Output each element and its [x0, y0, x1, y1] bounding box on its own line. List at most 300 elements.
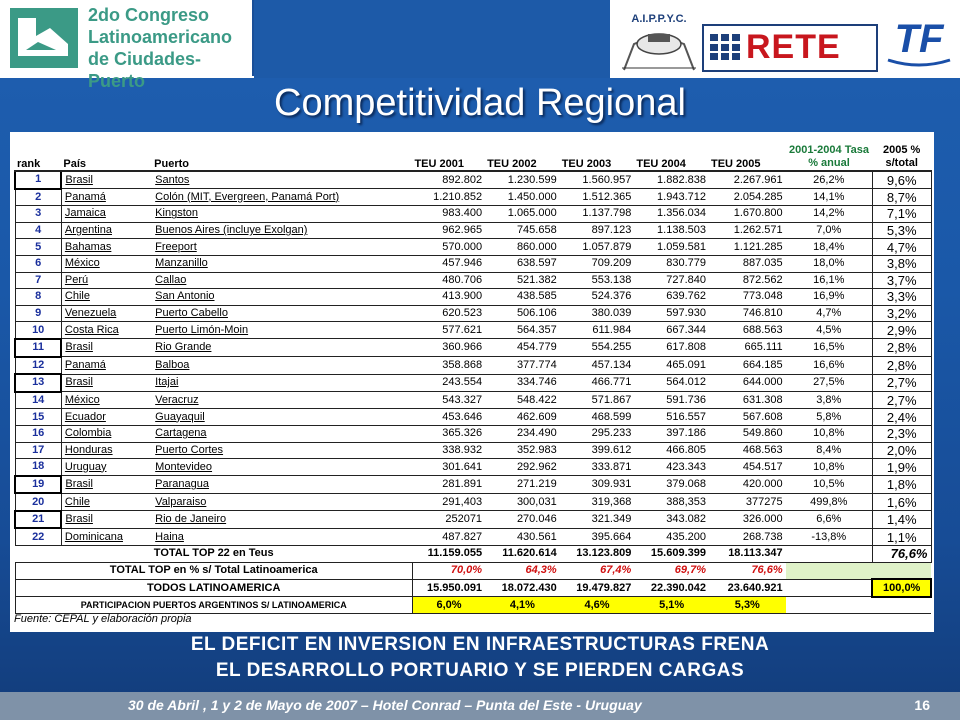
table-row [15, 459, 931, 476]
table-cell: 5,1% [634, 597, 709, 614]
table-cell: 16,5% [786, 339, 873, 357]
table-cell: 438.585 [485, 289, 560, 306]
page-number: 16 [914, 697, 930, 713]
table-row [15, 442, 931, 459]
table-cell: 8,4% [786, 442, 873, 459]
table-cell: 4,1% [485, 597, 560, 614]
table-cell: 597.930 [634, 305, 709, 322]
rank-cell: 21 [15, 511, 61, 529]
table-cell: 76,6% [709, 562, 786, 579]
table-row [15, 289, 931, 306]
table-cell: 19.479.827 [560, 579, 635, 597]
table-cell: Uruguay [61, 459, 152, 476]
table-row [15, 189, 931, 206]
table-cell: 14,2% [786, 206, 873, 223]
table-cell: 3,8% [786, 392, 873, 409]
table-cell: 70,0% [412, 562, 485, 579]
table-cell: 571.867 [560, 392, 635, 409]
table-cell: Ecuador [61, 409, 152, 426]
table-cell: 983.400 [412, 206, 485, 223]
table-cell: 1,8% [872, 476, 931, 494]
table-cell [786, 546, 873, 563]
table-cell: 1.210.852 [412, 189, 485, 206]
table-cell: 466.771 [560, 374, 635, 392]
rank-cell: 8 [15, 289, 61, 306]
table-cell: 377275 [709, 493, 786, 511]
arg-participation-row [15, 597, 931, 614]
table-cell: San Antonio [152, 289, 412, 306]
table-cell: 962.965 [412, 222, 485, 239]
table-cell: 688.563 [709, 322, 786, 339]
table-cell: 295.233 [560, 425, 635, 442]
table-row [15, 425, 931, 442]
table-cell: 11.620.614 [485, 546, 560, 563]
ports-table [14, 136, 932, 614]
table-cell: 69,7% [634, 562, 709, 579]
rank-cell: 14 [15, 392, 61, 409]
rank-cell: 10 [15, 322, 61, 339]
table-cell: 270.046 [485, 511, 560, 529]
table-cell: 27,5% [786, 374, 873, 392]
table-cell: 18,0% [786, 255, 873, 272]
arg-participation-label: PARTICIPACION PUERTOS ARGENTINOS S/ LATINOAMERICA [15, 597, 412, 614]
table-cell: 5,8% [786, 409, 873, 426]
footer-text: 30 de Abril , 1 y 2 de Mayo de 2007 – Hotel Conrad – Punta del Este - Uruguay [128, 697, 642, 713]
table-cell: Valparaiso [152, 493, 412, 511]
table-cell: 300,031 [485, 493, 560, 511]
table-cell: 746.810 [709, 305, 786, 322]
table-cell: 4,7% [872, 239, 931, 256]
table-cell: 892.802 [412, 171, 485, 189]
col-rank: rank [15, 136, 61, 171]
rank-cell: 5 [15, 239, 61, 256]
table-cell: Rio de Janeiro [152, 511, 412, 529]
table-row [15, 374, 931, 392]
rank-cell: 3 [15, 206, 61, 223]
rank-cell: 12 [15, 357, 61, 375]
table-cell: 1.065.000 [485, 206, 560, 223]
table-cell: 319,368 [560, 493, 635, 511]
table-row [15, 339, 931, 357]
rete-logo [702, 24, 878, 72]
table-cell: 2,7% [872, 374, 931, 392]
table-cell: 454.779 [485, 339, 560, 357]
table-cell: 611.984 [560, 322, 635, 339]
table-cell: 577.621 [412, 322, 485, 339]
table-cell: 10,8% [786, 459, 873, 476]
table-cell: 321.349 [560, 511, 635, 529]
table-row [15, 206, 931, 223]
table-cell: 380.039 [560, 305, 635, 322]
table-cell: Guayaquil [152, 409, 412, 426]
congreso-line-1: 2do Congreso [88, 5, 210, 25]
table-cell: 617.808 [634, 339, 709, 357]
table-cell: 1.450.000 [485, 189, 560, 206]
table-cell: 14,1% [786, 189, 873, 206]
table-cell: 377.774 [485, 357, 560, 375]
table-cell: 9,6% [872, 171, 931, 189]
table-cell: 15.950.091 [412, 579, 485, 597]
table-cell: 1.262.571 [709, 222, 786, 239]
table-cell: 1.512.365 [560, 189, 635, 206]
table-cell: 76,6% [872, 546, 931, 563]
table-cell: 1.560.957 [560, 171, 635, 189]
headline-line-2: EL DESARROLLO PORTUARIO Y SE PIERDEN CARGAS [215, 660, 745, 681]
table-row [15, 322, 931, 339]
table-cell: Puerto Cortes [152, 442, 412, 459]
header-bar [0, 0, 960, 91]
congreso-title [88, 4, 248, 92]
table-cell: 435.200 [634, 528, 709, 545]
rank-cell: 15 [15, 409, 61, 426]
rank-cell: 7 [15, 272, 61, 289]
table-cell: 420.000 [709, 476, 786, 494]
table-cell: México [61, 255, 152, 272]
table-cell: 638.597 [485, 255, 560, 272]
table-cell: 548.422 [485, 392, 560, 409]
table-cell: 2.054.285 [709, 189, 786, 206]
table-row [15, 357, 931, 375]
table-cell: 524.376 [560, 289, 635, 306]
rank-cell: 1 [15, 171, 61, 189]
table-header-row [15, 136, 931, 171]
table-cell: Honduras [61, 442, 152, 459]
table-cell: Brasil [61, 339, 152, 357]
table-cell: Paranagua [152, 476, 412, 494]
table-cell: Costa Rica [61, 322, 152, 339]
table-cell: 292.962 [485, 459, 560, 476]
table-cell: 897.123 [560, 222, 635, 239]
col-teu-2003: TEU 2003 [560, 136, 635, 171]
total-top22-label: TOTAL TOP 22 en Teus [15, 546, 412, 563]
col-teu-2001: TEU 2001 [412, 136, 485, 171]
table-cell: -13,8% [786, 528, 873, 545]
table-cell: 521.382 [485, 272, 560, 289]
total-latam-label: TODOS LATINOAMERICA [15, 579, 412, 597]
rank-cell: 20 [15, 493, 61, 511]
table-cell: 423.343 [634, 459, 709, 476]
table-cell: Buenos Aires (incluye Exolgan) [152, 222, 412, 239]
table-cell: 745.658 [485, 222, 560, 239]
table-cell: 281.891 [412, 476, 485, 494]
table-cell: 499,8% [786, 493, 873, 511]
table-cell: 16,6% [786, 357, 873, 375]
table-cell: 271.219 [485, 476, 560, 494]
table-cell: 457.946 [412, 255, 485, 272]
table-cell: Colón (MIT, Evergreen, Panamá Port) [152, 189, 412, 206]
table-cell [786, 597, 873, 614]
table-cell: 388,353 [634, 493, 709, 511]
table-cell [786, 562, 873, 579]
table-cell: 1.121.285 [709, 239, 786, 256]
table-cell: 516.557 [634, 409, 709, 426]
table-cell: 18.113.347 [709, 546, 786, 563]
table-cell: 358.868 [412, 357, 485, 375]
table-cell: 301.641 [412, 459, 485, 476]
table-cell: 413.900 [412, 289, 485, 306]
table-cell: 5,3% [872, 222, 931, 239]
table-row [15, 392, 931, 409]
rank-cell: 17 [15, 442, 61, 459]
aippyc-logo-icon [618, 4, 700, 74]
table-cell: 22.390.042 [634, 579, 709, 597]
table-cell: Puerto Limón-Moin [152, 322, 412, 339]
table-cell: 1.943.712 [634, 189, 709, 206]
table-cell: 7,0% [786, 222, 873, 239]
table-cell: 100,0% [872, 579, 931, 597]
rank-cell: 18 [15, 459, 61, 476]
table-cell: 2,8% [872, 339, 931, 357]
headline-message [0, 632, 960, 684]
table-cell: Brasil [61, 171, 152, 189]
table-cell: 2,9% [872, 322, 931, 339]
table-cell: 10,5% [786, 476, 873, 494]
table-cell: 338.932 [412, 442, 485, 459]
table-cell: 468.563 [709, 442, 786, 459]
table-cell: 4,7% [786, 305, 873, 322]
table-cell: Santos [152, 171, 412, 189]
tf-text: TF [894, 17, 944, 61]
rank-cell: 11 [15, 339, 61, 357]
rete-grid-icon [710, 34, 740, 60]
table-cell: Panamá [61, 357, 152, 375]
table-cell: 665.111 [709, 339, 786, 357]
table-cell: 3,2% [872, 305, 931, 322]
congreso-mark-icon [8, 6, 80, 70]
table-cell: 8,7% [872, 189, 931, 206]
table-cell: 564.012 [634, 374, 709, 392]
table-cell: 1.057.879 [560, 239, 635, 256]
table-cell: 13.123.809 [560, 546, 635, 563]
table-cell: 243.554 [412, 374, 485, 392]
table-cell: 5,3% [709, 597, 786, 614]
table-cell: 16,1% [786, 272, 873, 289]
table-cell: 620.523 [412, 305, 485, 322]
table-cell: 465.091 [634, 357, 709, 375]
rete-word: RETE [746, 28, 841, 66]
col-teu-2004: TEU 2004 [634, 136, 709, 171]
rank-cell: 16 [15, 425, 61, 442]
total-latam-row [15, 579, 931, 597]
table-cell: 309.931 [560, 476, 635, 494]
table-cell: 1,4% [872, 511, 931, 529]
tf-logo-icon [884, 8, 954, 72]
table-cell: 1.138.503 [634, 222, 709, 239]
table-cell: 727.840 [634, 272, 709, 289]
rank-cell: 6 [15, 255, 61, 272]
table-cell: 2,0% [872, 442, 931, 459]
col-tasa: 2001-2004 Tasa % anual [786, 136, 873, 171]
table-cell: 397.186 [634, 425, 709, 442]
table-cell: Puerto Cabello [152, 305, 412, 322]
table-cell: 667.344 [634, 322, 709, 339]
table-cell: 379.068 [634, 476, 709, 494]
table-cell: 487.827 [412, 528, 485, 545]
rank-cell: 19 [15, 476, 61, 494]
table-row [15, 476, 931, 494]
table-cell [786, 579, 873, 597]
table-cell: 2,4% [872, 409, 931, 426]
table-cell: Perú [61, 272, 152, 289]
table-cell: 453.646 [412, 409, 485, 426]
table-cell: 10,8% [786, 425, 873, 442]
table-cell: 291,403 [412, 493, 485, 511]
table-cell [872, 562, 931, 579]
table-cell: 360.966 [412, 339, 485, 357]
table-cell: 6,0% [412, 597, 485, 614]
congreso-line-2: Latinoamericano [88, 27, 233, 47]
table-cell: 631.308 [709, 392, 786, 409]
table-cell: Dominicana [61, 528, 152, 545]
table-cell: 664.185 [709, 357, 786, 375]
table-row [15, 171, 931, 189]
table-cell: 549.860 [709, 425, 786, 442]
table-cell: 11.159.055 [412, 546, 485, 563]
table-cell: Freeport [152, 239, 412, 256]
rank-cell: 2 [15, 189, 61, 206]
table-cell: Callao [152, 272, 412, 289]
table-cell: 64,3% [485, 562, 560, 579]
table-cell: Colombia [61, 425, 152, 442]
total-top-pct-label: TOTAL TOP en % s/ Total Latinoamerica [15, 562, 412, 579]
table-cell: 399.612 [560, 442, 635, 459]
table-cell: 7,1% [872, 206, 931, 223]
table-cell: 1.670.800 [709, 206, 786, 223]
table-cell: 480.706 [412, 272, 485, 289]
table-cell: 1.356.034 [634, 206, 709, 223]
table-cell: 1.137.798 [560, 206, 635, 223]
table-cell: 26,2% [786, 171, 873, 189]
table-cell: México [61, 392, 152, 409]
table-cell: 2,7% [872, 392, 931, 409]
table-cell: Argentina [61, 222, 152, 239]
table-cell: 23.640.921 [709, 579, 786, 597]
table-cell: 466.805 [634, 442, 709, 459]
table-cell: 333.871 [560, 459, 635, 476]
table-cell: 2,8% [872, 357, 931, 375]
rank-cell: 13 [15, 374, 61, 392]
table-cell: 2.267.961 [709, 171, 786, 189]
table-row [15, 272, 931, 289]
table-cell: 2,3% [872, 425, 931, 442]
table-cell: 1,6% [872, 493, 931, 511]
table-cell: 234.490 [485, 425, 560, 442]
table-cell: 16,9% [786, 289, 873, 306]
table-cell: 15.609.399 [634, 546, 709, 563]
table-cell: Brasil [61, 511, 152, 529]
table-cell: 1,9% [872, 459, 931, 476]
table-cell: 1.059.581 [634, 239, 709, 256]
table-cell: Chile [61, 493, 152, 511]
table-cell: 1.230.599 [485, 171, 560, 189]
ports-table-panel [10, 132, 934, 632]
table-cell: 268.738 [709, 528, 786, 545]
table-cell: Panamá [61, 189, 152, 206]
col-teu-2005: TEU 2005 [709, 136, 786, 171]
table-totals [15, 546, 931, 614]
col-pais: País [61, 136, 152, 171]
table-cell: Manzanillo [152, 255, 412, 272]
footer-bar [0, 692, 960, 720]
table-cell: 644.000 [709, 374, 786, 392]
table-cell: 506.106 [485, 305, 560, 322]
table-cell: 67,4% [560, 562, 635, 579]
source-note: Fuente: CEPAL y elaboración propia [14, 613, 192, 625]
table-cell: Haina [152, 528, 412, 545]
table-cell: Bahamas [61, 239, 152, 256]
table-cell [872, 597, 931, 614]
total-top-pct-row [15, 562, 931, 579]
table-cell: 709.209 [560, 255, 635, 272]
table-cell: 334.746 [485, 374, 560, 392]
table-cell: 3,7% [872, 272, 931, 289]
table-cell: 352.983 [485, 442, 560, 459]
table-cell: 326.000 [709, 511, 786, 529]
table-row [15, 255, 931, 272]
congreso-logo [0, 0, 254, 91]
col-share: 2005 % s/total [872, 136, 931, 171]
table-cell: Jamaica [61, 206, 152, 223]
table-cell: Brasil [61, 374, 152, 392]
table-cell: Veracruz [152, 392, 412, 409]
table-cell: 4,6% [560, 597, 635, 614]
table-cell: 887.035 [709, 255, 786, 272]
headline-line-1: EL DEFICIT EN INVERSION EN INFRAESTRUCTURAS FRENA [190, 634, 770, 655]
table-cell: 18,4% [786, 239, 873, 256]
table-cell: 639.762 [634, 289, 709, 306]
total-top22-row [15, 546, 931, 563]
table-cell: Kingston [152, 206, 412, 223]
table-cell: Brasil [61, 476, 152, 494]
table-body [15, 171, 931, 546]
table-cell: 468.599 [560, 409, 635, 426]
table-cell: 564.357 [485, 322, 560, 339]
table-cell: 860.000 [485, 239, 560, 256]
page-title: Competitividad Regional [274, 82, 686, 124]
aippyc-text: A.I.P.P.Y.C. [631, 13, 687, 25]
rank-cell: 4 [15, 222, 61, 239]
table-row [15, 528, 931, 545]
table-cell: 773.048 [709, 289, 786, 306]
table-cell: Montevideo [152, 459, 412, 476]
table-cell: 252071 [412, 511, 485, 529]
table-cell: 570.000 [412, 239, 485, 256]
table-cell: 430.561 [485, 528, 560, 545]
table-cell: 830.779 [634, 255, 709, 272]
table-cell: 553.138 [560, 272, 635, 289]
table-cell: 1.882.838 [634, 171, 709, 189]
table-row [15, 409, 931, 426]
table-row [15, 239, 931, 256]
table-cell: Chile [61, 289, 152, 306]
table-cell: 462.609 [485, 409, 560, 426]
table-cell: 4,5% [786, 322, 873, 339]
table-cell: 454.517 [709, 459, 786, 476]
table-cell: Balboa [152, 357, 412, 375]
table-cell: 18.072.430 [485, 579, 560, 597]
table-cell: 3,8% [872, 255, 931, 272]
table-cell: 554.255 [560, 339, 635, 357]
table-cell: 457.134 [560, 357, 635, 375]
table-cell: 543.327 [412, 392, 485, 409]
table-row [15, 493, 931, 511]
table-cell: 591.736 [634, 392, 709, 409]
table-row [15, 511, 931, 529]
table-cell: 6,6% [786, 511, 873, 529]
table-cell: Venezuela [61, 305, 152, 322]
table-cell: 1,1% [872, 528, 931, 545]
table-row [15, 305, 931, 322]
